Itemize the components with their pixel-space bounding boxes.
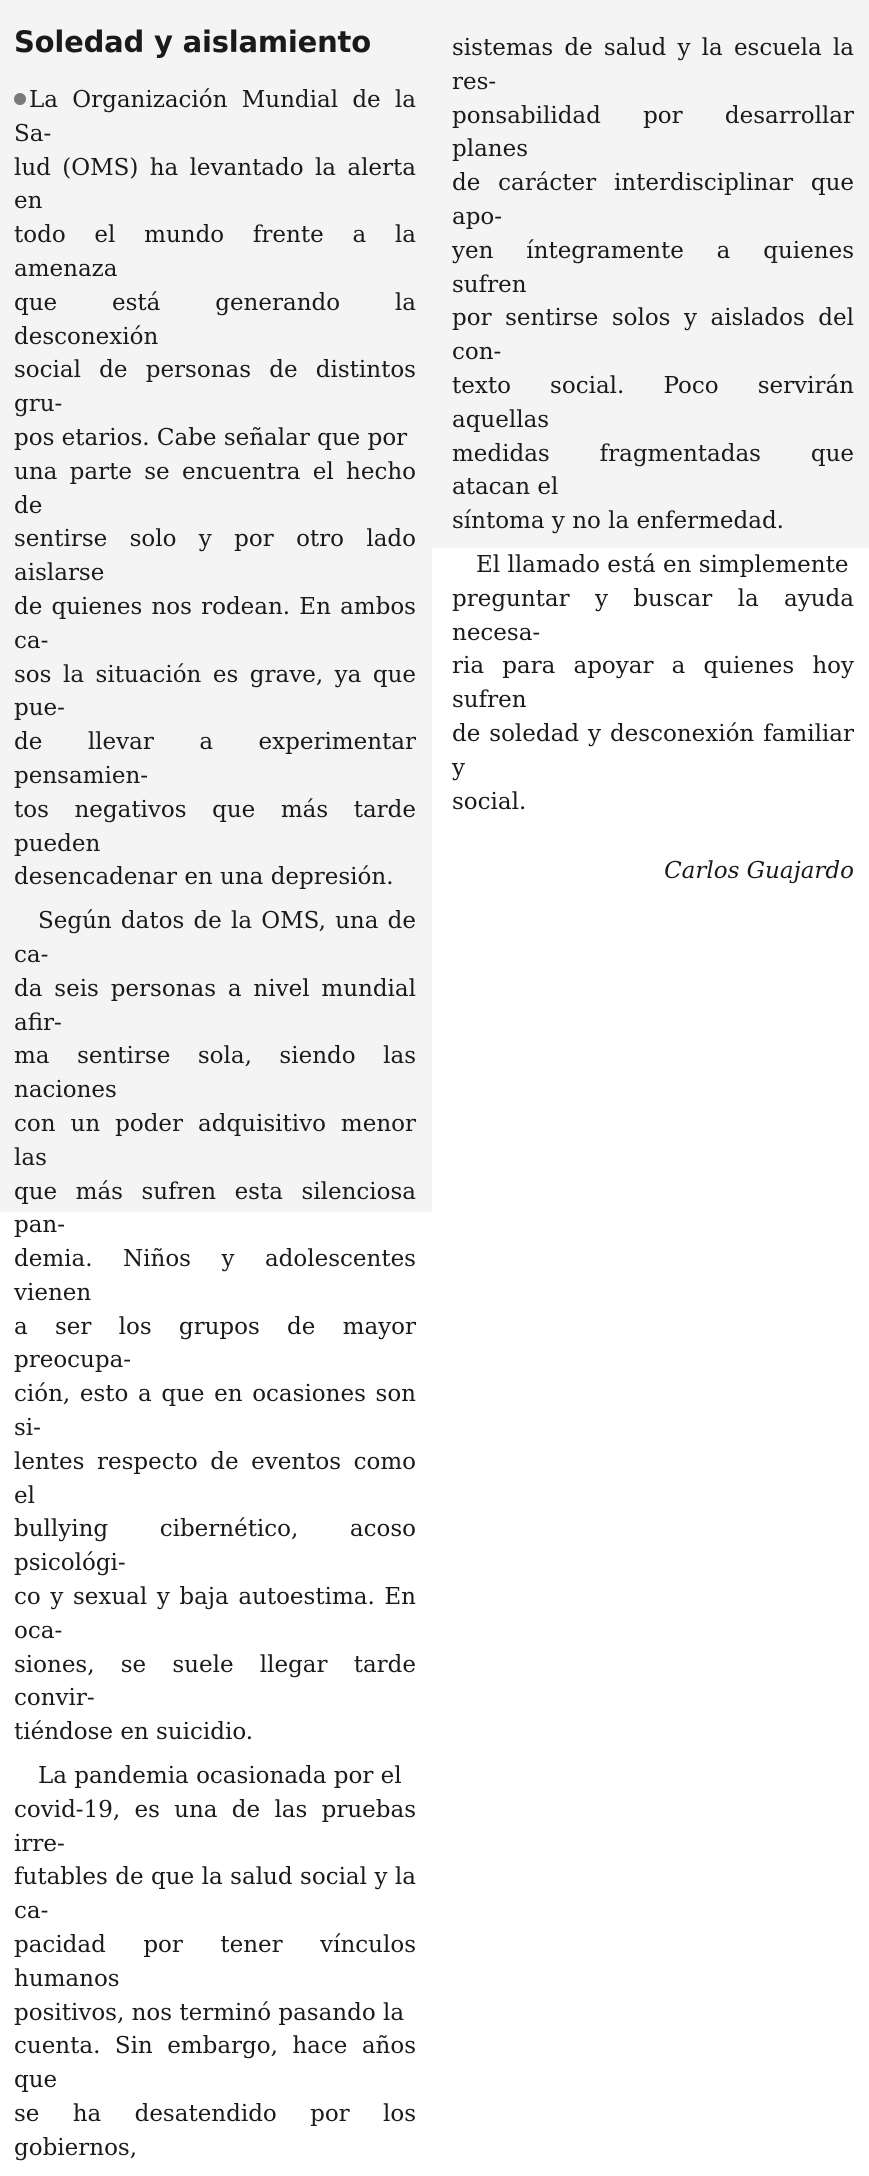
left-column	[14, 22, 416, 2176]
paragraph-2: Según datos de la OMS, una de ca- da seis personas a nivel mundial afir- ma sentirse sola, siendo las naciones con un poder adquisitivo menor las que más sufren esta silenciosa pan- demia. Niños y adolescentes vienen a ser los grupos de mayor preocupa- ción, esto a que en ocasiones son si- lentes respecto de eventos como el bullying cibernético, acoso psicológi- co y sexual y baja autoestima. En oca- siones, se suele llegar tarde convir- tiéndose en suicidio.	[14, 908, 416, 1746]
author-signature: Carlos Guajardo	[664, 858, 854, 885]
right-column	[452, 32, 854, 899]
article-title: Soledad y aislamiento	[14, 25, 371, 59]
lead-bullet-icon	[14, 93, 26, 105]
paragraph-3: La pandemia ocasionada por el covid-19, es una de las pruebas irre- futables de que la salud social y la ca- pacidad por tener vínculos humanos positivos, nos terminó pasando la cuenta. Sin embargo, hace años que se ha desatendido por los gobiernos,	[14, 1763, 416, 2161]
paragraph-1	[14, 84, 416, 895]
paragraph-1-text: La Organización Mundial de la Sa- lud (OMS) ha levantado la alerta en todo el mundo frente a la amenaza que está generando la desconexión social de personas de distintos gru- pos etarios. Cabe señalar que por una parte se encuentra el hecho de sentirse solo y por otro lado aislarse de quienes nos rodean. En ambos ca- sos la situación es grave, ya que pue- de llevar a experimentar pensamien- tos negativos que más tarde pueden desencadenar en una depresión.	[14, 87, 416, 891]
paragraph-3-continued: sistemas de salud y la escuela la res- ponsabilidad por desarrollar planes de carácter interdisciplinar que apo- yen íntegramente a quienes sufren por sentirse solos y aislados del con- texto social. Poco servirán aquellas medidas fragmentadas que atacan el síntoma y no la enfermedad.	[452, 35, 854, 535]
paragraph-4: El llamado está en simplemente preguntar y buscar la ayuda necesa- ria para apoyar a quienes hoy sufren de soledad y desconexión familiar y social.	[452, 551, 854, 815]
